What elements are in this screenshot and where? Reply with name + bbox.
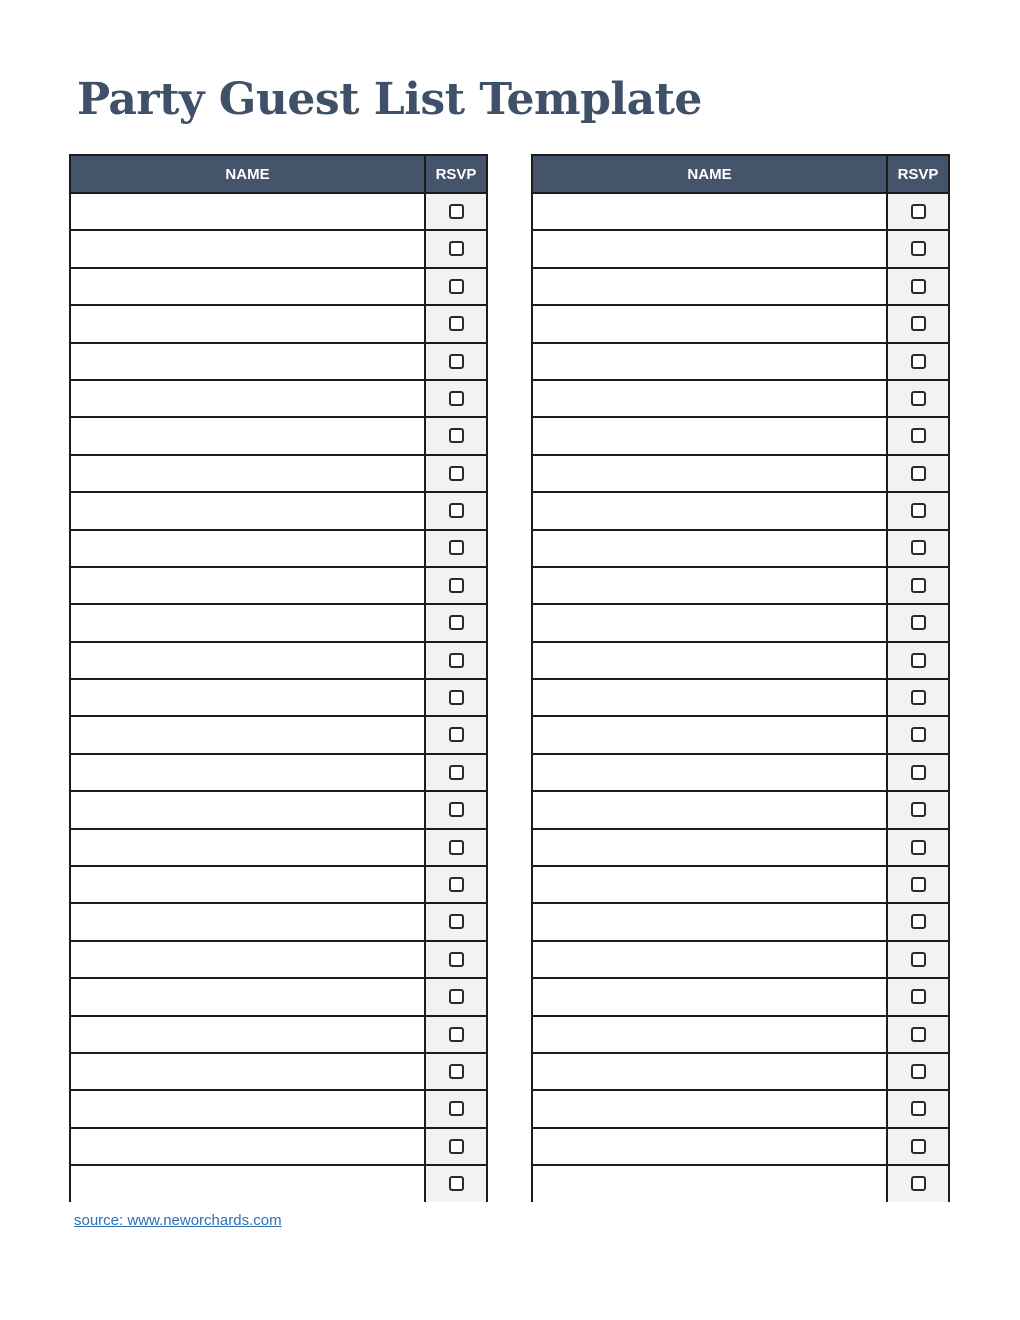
table-row (532, 791, 949, 828)
checkbox-icon[interactable] (911, 1064, 926, 1079)
guest-name-cell[interactable] (70, 679, 425, 716)
table-row (70, 305, 487, 342)
guest-name-cell[interactable] (70, 343, 425, 380)
guest-name-cell[interactable] (70, 492, 425, 529)
rsvp-cell (425, 1053, 487, 1090)
table-row (70, 604, 487, 641)
guest-name-cell[interactable] (70, 380, 425, 417)
rsvp-cell (887, 305, 949, 342)
table-row (532, 1090, 949, 1127)
guest-name-cell[interactable] (532, 829, 887, 866)
rsvp-cell (887, 791, 949, 828)
guest-name-cell[interactable] (70, 1016, 425, 1053)
rsvp-cell (887, 1128, 949, 1165)
table-row (532, 978, 949, 1015)
guest-name-cell[interactable] (70, 230, 425, 267)
name-column-header: NAME (532, 155, 887, 193)
guest-table-left (69, 154, 488, 1202)
checkbox-icon[interactable] (911, 316, 926, 331)
rsvp-cell (887, 343, 949, 380)
rsvp-cell (425, 642, 487, 679)
checkbox-icon[interactable] (449, 466, 464, 481)
rsvp-cell (425, 305, 487, 342)
table-row (70, 941, 487, 978)
table-row (70, 417, 487, 454)
table-row (70, 829, 487, 866)
table-row (70, 380, 487, 417)
table-row (70, 343, 487, 380)
guest-name-cell[interactable] (70, 193, 425, 230)
checkbox-icon[interactable] (449, 1139, 464, 1154)
checkbox-icon[interactable] (911, 503, 926, 518)
table-row (70, 492, 487, 529)
checkbox-icon[interactable] (911, 1101, 926, 1116)
table-row (532, 642, 949, 679)
table-row (70, 1090, 487, 1127)
guest-name-cell[interactable] (532, 455, 887, 492)
checkbox-icon[interactable] (449, 840, 464, 855)
checkbox-icon[interactable] (449, 1064, 464, 1079)
guest-name-cell[interactable] (532, 604, 887, 641)
rsvp-cell (425, 1090, 487, 1127)
rsvp-cell (887, 978, 949, 1015)
table-row (532, 1165, 949, 1201)
rsvp-cell (887, 1090, 949, 1127)
table-row (532, 380, 949, 417)
rsvp-cell (425, 903, 487, 940)
rsvp-cell (887, 530, 949, 567)
checkbox-icon[interactable] (449, 989, 464, 1004)
guest-name-cell[interactable] (532, 530, 887, 567)
checkbox-icon[interactable] (911, 952, 926, 967)
table-row (532, 716, 949, 753)
rsvp-cell (887, 1053, 949, 1090)
rsvp-cell (425, 530, 487, 567)
checkbox-icon[interactable] (911, 840, 926, 855)
table-row (70, 791, 487, 828)
rsvp-cell (887, 829, 949, 866)
checkbox-icon[interactable] (449, 1176, 464, 1191)
rsvp-cell (887, 268, 949, 305)
checkbox-icon[interactable] (911, 1176, 926, 1191)
rsvp-cell (887, 754, 949, 791)
table-row (532, 567, 949, 604)
checkbox-icon[interactable] (449, 765, 464, 780)
guest-name-cell[interactable] (532, 343, 887, 380)
table-row (532, 1053, 949, 1090)
table-row (532, 903, 949, 940)
guest-name-cell[interactable] (70, 567, 425, 604)
guest-name-cell[interactable] (532, 754, 887, 791)
rsvp-cell (425, 716, 487, 753)
rsvp-cell (425, 193, 487, 230)
checkbox-icon[interactable] (911, 279, 926, 294)
guest-name-cell[interactable] (532, 791, 887, 828)
guest-name-cell[interactable] (532, 380, 887, 417)
rsvp-cell (887, 1016, 949, 1053)
table-row (70, 1165, 487, 1201)
table-row (532, 343, 949, 380)
guest-name-cell[interactable] (532, 492, 887, 529)
guest-name-cell[interactable] (532, 305, 887, 342)
table-row (70, 268, 487, 305)
rsvp-cell (887, 230, 949, 267)
table-row (532, 455, 949, 492)
table-row (532, 1016, 949, 1053)
checkbox-icon[interactable] (911, 615, 926, 630)
rsvp-cell (425, 941, 487, 978)
checkbox-icon[interactable] (911, 989, 926, 1004)
guest-name-cell[interactable] (70, 754, 425, 791)
guest-name-cell[interactable] (532, 1090, 887, 1127)
table-row (532, 305, 949, 342)
checkbox-icon[interactable] (911, 802, 926, 817)
checkbox-icon[interactable] (449, 952, 464, 967)
guest-name-cell[interactable] (532, 642, 887, 679)
rsvp-cell (425, 866, 487, 903)
checkbox-icon[interactable] (449, 540, 464, 555)
rsvp-cell (887, 642, 949, 679)
guest-name-cell[interactable] (70, 642, 425, 679)
checkbox-icon[interactable] (911, 653, 926, 668)
rsvp-column-header: RSVP (887, 155, 949, 193)
table-row (532, 417, 949, 454)
checkbox-icon[interactable] (449, 1101, 464, 1116)
rsvp-cell (425, 417, 487, 454)
guest-name-cell[interactable] (70, 903, 425, 940)
rsvp-column-header: RSVP (425, 155, 487, 193)
checkbox-icon[interactable] (911, 466, 926, 481)
rsvp-cell (887, 716, 949, 753)
rsvp-cell (425, 978, 487, 1015)
table-header-row (532, 155, 949, 193)
rsvp-cell (425, 455, 487, 492)
table-row (532, 530, 949, 567)
checkbox-icon[interactable] (449, 279, 464, 294)
guest-name-cell[interactable] (70, 1053, 425, 1090)
checkbox-icon[interactable] (911, 727, 926, 742)
checkbox-icon[interactable] (449, 391, 464, 406)
checkbox-icon[interactable] (449, 204, 464, 219)
guest-name-cell[interactable] (532, 716, 887, 753)
guest-name-cell[interactable] (70, 866, 425, 903)
rsvp-cell (887, 455, 949, 492)
rsvp-cell (887, 903, 949, 940)
checkbox-icon[interactable] (449, 354, 464, 369)
guest-name-cell[interactable] (532, 567, 887, 604)
checkbox-icon[interactable] (449, 578, 464, 593)
checkbox-icon[interactable] (911, 1139, 926, 1154)
table-row (70, 978, 487, 1015)
rsvp-cell (425, 492, 487, 529)
rsvp-cell (425, 268, 487, 305)
guest-rows (532, 193, 949, 1202)
guest-name-cell[interactable] (70, 417, 425, 454)
guest-table-right (531, 154, 950, 1202)
guest-name-cell[interactable] (70, 530, 425, 567)
guest-name-cell[interactable] (70, 1090, 425, 1127)
table-row (532, 604, 949, 641)
rsvp-cell (887, 604, 949, 641)
table-row (532, 230, 949, 267)
guest-name-cell[interactable] (532, 903, 887, 940)
page-title: Party Guest List Template (77, 74, 702, 125)
table-row (70, 1128, 487, 1165)
rsvp-cell (887, 679, 949, 716)
rsvp-cell (887, 417, 949, 454)
checkbox-icon[interactable] (449, 877, 464, 892)
guest-name-cell[interactable] (532, 1128, 887, 1165)
table-row (532, 679, 949, 716)
table-row (70, 642, 487, 679)
rsvp-cell (887, 941, 949, 978)
guest-name-cell[interactable] (70, 268, 425, 305)
table-row (532, 1128, 949, 1165)
guest-rows (70, 193, 487, 1202)
rsvp-cell (887, 866, 949, 903)
guest-name-cell[interactable] (70, 791, 425, 828)
rsvp-cell (887, 492, 949, 529)
checkbox-icon[interactable] (449, 653, 464, 668)
rsvp-cell (887, 567, 949, 604)
guest-name-cell[interactable] (532, 1053, 887, 1090)
checkbox-icon[interactable] (449, 727, 464, 742)
checkbox-icon[interactable] (911, 1027, 926, 1042)
guest-name-cell[interactable] (70, 1128, 425, 1165)
rsvp-cell (425, 829, 487, 866)
table-row (70, 567, 487, 604)
checkbox-icon[interactable] (449, 428, 464, 443)
checkbox-icon[interactable] (911, 241, 926, 256)
table-row (70, 716, 487, 753)
rsvp-cell (425, 791, 487, 828)
table-header-row (70, 155, 487, 193)
guest-name-cell[interactable] (532, 1165, 887, 1201)
rsvp-cell (425, 380, 487, 417)
guest-name-cell[interactable] (532, 268, 887, 305)
guest-name-cell[interactable] (70, 455, 425, 492)
table-row (70, 230, 487, 267)
guest-name-cell[interactable] (70, 978, 425, 1015)
name-column-header: NAME (70, 155, 425, 193)
table-row (70, 1016, 487, 1053)
guest-name-cell[interactable] (70, 941, 425, 978)
checkbox-icon[interactable] (449, 690, 464, 705)
checkbox-icon[interactable] (449, 1027, 464, 1042)
rsvp-cell (425, 230, 487, 267)
checkbox-icon[interactable] (449, 503, 464, 518)
checkbox-icon[interactable] (911, 914, 926, 929)
table-row (70, 679, 487, 716)
rsvp-cell (425, 604, 487, 641)
guest-name-cell[interactable] (70, 829, 425, 866)
checkbox-icon[interactable] (911, 540, 926, 555)
guest-name-cell[interactable] (70, 1165, 425, 1201)
guest-name-cell[interactable] (532, 679, 887, 716)
rsvp-cell (887, 380, 949, 417)
checkbox-icon[interactable] (911, 690, 926, 705)
table-row (70, 754, 487, 791)
table-row (532, 754, 949, 791)
checkbox-icon[interactable] (911, 877, 926, 892)
table-row (70, 193, 487, 230)
guest-name-cell[interactable] (532, 1016, 887, 1053)
guest-name-cell[interactable] (70, 604, 425, 641)
table-row (532, 193, 949, 230)
table-row (70, 530, 487, 567)
guest-name-cell[interactable] (532, 417, 887, 454)
rsvp-cell (425, 679, 487, 716)
guest-name-cell[interactable] (532, 978, 887, 1015)
table-row (532, 268, 949, 305)
guest-name-cell[interactable] (532, 193, 887, 230)
rsvp-cell (887, 193, 949, 230)
checkbox-icon[interactable] (911, 578, 926, 593)
checkbox-icon[interactable] (449, 241, 464, 256)
guest-name-cell[interactable] (532, 230, 887, 267)
table-row (70, 903, 487, 940)
table-row (70, 1053, 487, 1090)
checkbox-icon[interactable] (449, 802, 464, 817)
rsvp-cell (425, 1016, 487, 1053)
guest-name-cell[interactable] (70, 716, 425, 753)
checkbox-icon[interactable] (911, 428, 926, 443)
guest-name-cell[interactable] (532, 941, 887, 978)
table-row (532, 866, 949, 903)
table-row (532, 941, 949, 978)
table-row (532, 829, 949, 866)
checkbox-icon[interactable] (449, 316, 464, 331)
guest-name-cell[interactable] (70, 305, 425, 342)
table-row (70, 866, 487, 903)
guest-name-cell[interactable] (532, 866, 887, 903)
source-link[interactable]: source: www.neworchards.com (74, 1212, 282, 1229)
table-row (532, 492, 949, 529)
checkbox-icon[interactable] (911, 354, 926, 369)
rsvp-cell (425, 754, 487, 791)
checkbox-icon[interactable] (449, 615, 464, 630)
checkbox-icon[interactable] (911, 765, 926, 780)
checkbox-icon[interactable] (911, 391, 926, 406)
rsvp-cell (887, 1165, 949, 1201)
checkbox-icon[interactable] (911, 204, 926, 219)
rsvp-cell (425, 567, 487, 604)
rsvp-cell (425, 343, 487, 380)
checkbox-icon[interactable] (449, 914, 464, 929)
table-row (70, 455, 487, 492)
rsvp-cell (425, 1128, 487, 1165)
rsvp-cell (425, 1165, 487, 1201)
